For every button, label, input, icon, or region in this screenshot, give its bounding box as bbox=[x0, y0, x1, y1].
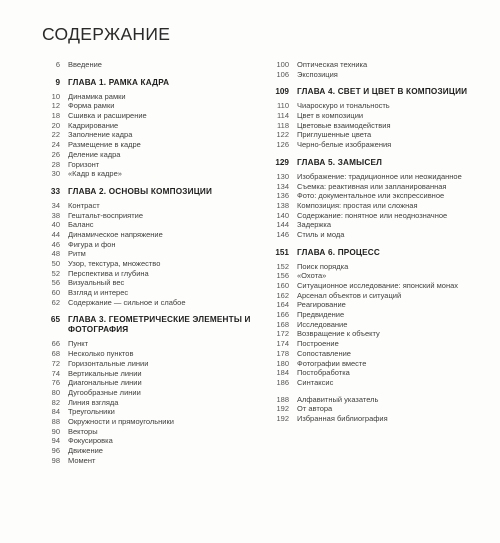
page-number: 56 bbox=[51, 278, 60, 288]
toc-entry bbox=[38, 417, 253, 427]
page-number: 90 bbox=[51, 426, 60, 436]
page-number: 66 bbox=[51, 339, 60, 349]
entry-title: Чиароскуро и тональность bbox=[297, 101, 390, 111]
toc-entry bbox=[38, 150, 253, 160]
page-number: 28 bbox=[51, 159, 60, 169]
entry-title: Взгляд и интерес bbox=[68, 288, 129, 298]
entry-title: Перспектива и глубина bbox=[68, 268, 149, 278]
toc-entry bbox=[38, 101, 253, 111]
toc-entry bbox=[38, 359, 253, 369]
entry-title: Фокусировка bbox=[68, 436, 113, 446]
page-number: 96 bbox=[51, 446, 60, 455]
toc-entry bbox=[267, 130, 482, 140]
page-number: 130 bbox=[276, 171, 289, 181]
page-number: 138 bbox=[276, 200, 289, 210]
entry-title: Изображение: традиционное или неожиданное bbox=[297, 171, 462, 181]
entry-title: Исследование bbox=[297, 319, 348, 329]
page-number: 20 bbox=[51, 120, 60, 130]
entry-title: Приглушенные цвета bbox=[297, 130, 372, 140]
toc-entry bbox=[267, 70, 482, 80]
toc-entry bbox=[267, 281, 482, 291]
toc-entry bbox=[38, 130, 253, 140]
toc-entry bbox=[38, 201, 253, 211]
entry-title: Гештальт-восприятие bbox=[68, 210, 143, 220]
toc-entry bbox=[38, 60, 253, 70]
page-number: 38 bbox=[51, 210, 60, 220]
toc-entry bbox=[267, 182, 482, 192]
toc-chapter-heading bbox=[38, 187, 253, 197]
entry-title: Горизонт bbox=[68, 159, 100, 169]
entry-title: Поиск порядка bbox=[297, 261, 349, 271]
entry-title: Узор, текстура, множество bbox=[68, 259, 161, 268]
page-number: 10 bbox=[51, 91, 60, 101]
page-number: 152 bbox=[276, 261, 289, 271]
entry-title: Несколько пунктов bbox=[68, 349, 134, 359]
page-number: 40 bbox=[51, 220, 60, 230]
entry-title: Контраст bbox=[68, 200, 100, 210]
page-number: 74 bbox=[51, 368, 60, 378]
page-number: 65 bbox=[50, 315, 60, 325]
toc-entry bbox=[38, 456, 253, 466]
page-number: 24 bbox=[51, 140, 60, 150]
toc-entry bbox=[38, 369, 253, 379]
page-number: 52 bbox=[51, 268, 60, 278]
page-number: 62 bbox=[51, 297, 60, 307]
chapter-title: ГЛАВА 6. ПРОЦЕСС bbox=[297, 247, 380, 257]
entry-title: Содержание — сильное и слабое bbox=[68, 297, 186, 307]
toc-entry bbox=[267, 368, 482, 378]
toc-entry bbox=[267, 111, 482, 121]
page-number: 88 bbox=[51, 416, 60, 426]
page-number: 184 bbox=[276, 368, 289, 378]
page-number: 172 bbox=[276, 329, 289, 339]
page-number: 50 bbox=[51, 259, 60, 268]
toc-chapter-heading bbox=[38, 78, 253, 88]
page-number: 166 bbox=[276, 310, 289, 320]
page-number: 6 bbox=[55, 60, 60, 69]
entry-title: Размещение в кадре bbox=[68, 140, 141, 150]
toc-entry bbox=[267, 191, 482, 201]
entry-title: Фотографии вместе bbox=[297, 358, 367, 368]
toc-entry bbox=[267, 320, 482, 330]
entry-title: Съемка: реактивная или запланированная bbox=[297, 181, 447, 191]
page-number: 82 bbox=[51, 397, 60, 407]
page-number: 151 bbox=[275, 247, 289, 257]
page-number: 44 bbox=[51, 229, 60, 239]
entry-title: «Охота» bbox=[297, 271, 327, 281]
entry-title: Момент bbox=[68, 455, 96, 465]
entry-title: Постобработка bbox=[297, 368, 350, 378]
entry-title: Кадрирование bbox=[68, 120, 119, 130]
entry-title: Оптическая техника bbox=[297, 60, 368, 69]
toc-entry bbox=[38, 446, 253, 456]
chapter-title: ГЛАВА 3. ГЕОМЕТРИЧЕСКИЕ ЭЛЕМЕНТЫ И ФОТОГРАФИЯ bbox=[68, 315, 251, 335]
chapter-title: ГЛАВА 4. СВЕТ И ЦВЕТ В КОМПОЗИЦИИ bbox=[297, 87, 468, 97]
page-number: 33 bbox=[50, 186, 60, 196]
entry-title: Предвидение bbox=[297, 310, 345, 320]
entry-title: Алфавитный указатель bbox=[297, 394, 379, 404]
toc-entry bbox=[38, 220, 253, 230]
page-number: 146 bbox=[276, 229, 289, 239]
toc-entry bbox=[38, 230, 253, 240]
chapter-title: ГЛАВА 5. ЗАМЫСЕЛ bbox=[297, 157, 383, 167]
page-number: 46 bbox=[51, 239, 60, 249]
entry-title: Окружности и прямоугольники bbox=[68, 416, 174, 426]
toc-entry bbox=[267, 211, 482, 221]
toc-entry bbox=[38, 169, 253, 179]
page-number: 160 bbox=[276, 281, 289, 290]
page-number: 9 bbox=[55, 77, 60, 87]
page-number: 76 bbox=[51, 378, 60, 388]
toc-entry bbox=[267, 291, 482, 301]
toc-entry bbox=[267, 395, 482, 405]
toc-entry bbox=[38, 249, 253, 259]
entry-title: Ритм bbox=[68, 249, 86, 259]
entry-title: Содержание: понятное или неоднозначное bbox=[297, 210, 448, 220]
page-number: 94 bbox=[51, 436, 60, 446]
toc-entry bbox=[38, 349, 253, 359]
entry-title: Стиль и мода bbox=[297, 229, 345, 239]
entry-title: Экспозиция bbox=[297, 69, 338, 79]
page-number: 129 bbox=[275, 157, 289, 167]
entry-title: «Кадр в кадре» bbox=[68, 169, 122, 179]
entry-title: От автора bbox=[297, 404, 333, 414]
page-number: 162 bbox=[276, 290, 289, 300]
toc-entry bbox=[267, 414, 482, 424]
page-number: 48 bbox=[51, 249, 60, 259]
page-number: 136 bbox=[276, 191, 289, 201]
toc-entry bbox=[267, 310, 482, 320]
entry-title: Сшивка и расширение bbox=[68, 111, 147, 121]
entry-title: Горизонтальные линии bbox=[68, 358, 149, 368]
page-number: 109 bbox=[275, 87, 289, 97]
entry-title: Арсенал объектов и ситуаций bbox=[297, 290, 402, 300]
toc-entry bbox=[267, 359, 482, 369]
entry-title: Деление кадра bbox=[68, 149, 121, 159]
toc-entry bbox=[267, 404, 482, 414]
entry-title: Векторы bbox=[68, 426, 98, 436]
page-number: 60 bbox=[51, 288, 60, 298]
entry-title: Ситуационное исследование: японский монах bbox=[297, 281, 459, 290]
page-number: 80 bbox=[51, 387, 60, 397]
page-number: 192 bbox=[276, 413, 289, 423]
toc-entry bbox=[267, 300, 482, 310]
toc-entry bbox=[38, 259, 253, 269]
toc-entry bbox=[267, 349, 482, 359]
page-number: 156 bbox=[276, 271, 289, 281]
toc-entry bbox=[267, 101, 482, 111]
page-number: 134 bbox=[276, 181, 289, 191]
page-number: 118 bbox=[277, 120, 289, 130]
entry-title: Баланс bbox=[68, 220, 94, 230]
entry-title: Форма рамки bbox=[68, 101, 115, 111]
entry-title: Дугообразные линии bbox=[68, 387, 141, 397]
page-number: 106 bbox=[276, 69, 289, 79]
page-number: 178 bbox=[276, 348, 289, 358]
toc-entry bbox=[38, 111, 253, 121]
page-number: 144 bbox=[276, 220, 289, 230]
toc-entry bbox=[267, 230, 482, 240]
page-number: 114 bbox=[277, 111, 289, 121]
toc-entry bbox=[38, 121, 253, 131]
toc-chapter-heading bbox=[267, 158, 482, 168]
entry-title: Динамическое напряжение bbox=[68, 229, 163, 239]
toc-entry bbox=[38, 288, 253, 298]
entry-title: Задержка bbox=[297, 220, 332, 230]
toc-entry bbox=[38, 388, 253, 398]
toc-entry bbox=[38, 211, 253, 221]
entry-title: Пункт bbox=[68, 339, 89, 349]
entry-title: Диагональные линии bbox=[68, 378, 142, 388]
toc-entry bbox=[38, 92, 253, 102]
entry-title: Цвет в композиции bbox=[297, 111, 364, 121]
toc-entry bbox=[267, 60, 482, 70]
toc-entry bbox=[38, 378, 253, 388]
entry-title: Цветовые взаимодействия bbox=[297, 120, 391, 130]
entry-title: Линия взгляда bbox=[68, 397, 119, 407]
toc-entry bbox=[267, 339, 482, 349]
toc-entry bbox=[38, 427, 253, 437]
toc-entry bbox=[267, 220, 482, 230]
toc-entry bbox=[38, 398, 253, 408]
page-number: 140 bbox=[276, 210, 289, 220]
page-number: 168 bbox=[276, 319, 289, 329]
page-number: 26 bbox=[51, 149, 60, 159]
entry-title: Вертикальные линии bbox=[68, 368, 142, 378]
page-number: 174 bbox=[276, 339, 289, 349]
page-number: 122 bbox=[276, 130, 289, 140]
page-number: 84 bbox=[51, 407, 60, 417]
toc-entry bbox=[38, 407, 253, 417]
page-number: 34 bbox=[51, 200, 60, 210]
entry-title: Фигура и фон bbox=[68, 239, 116, 249]
entry-title: Заполнение кадра bbox=[68, 130, 133, 140]
chapter-title: ГЛАВА 2. ОСНОВЫ КОМПОЗИЦИИ bbox=[68, 186, 213, 196]
page-number: 186 bbox=[276, 377, 289, 387]
entry-title: Композиция: простая или сложная bbox=[297, 200, 418, 210]
toc-chapter-heading bbox=[38, 315, 253, 335]
entry-title: Реагирование bbox=[297, 300, 346, 310]
toc-entry bbox=[38, 240, 253, 250]
toc-entry bbox=[38, 298, 253, 308]
toc-entry bbox=[267, 378, 482, 388]
page-number: 68 bbox=[51, 349, 60, 359]
entry-title: Треугольники bbox=[68, 407, 115, 417]
entry-title: Синтаксис bbox=[297, 377, 334, 387]
toc-entry bbox=[38, 269, 253, 279]
toc-entry bbox=[38, 160, 253, 170]
chapter-title: ГЛАВА 1. РАМКА КАДРА bbox=[68, 77, 170, 87]
toc-chapter-heading bbox=[267, 248, 482, 258]
toc-column-right bbox=[267, 60, 482, 424]
toc-entry bbox=[267, 121, 482, 131]
toc-entry bbox=[38, 436, 253, 446]
page-number: 126 bbox=[276, 140, 289, 150]
entry-title: Визуальный вес bbox=[68, 278, 125, 288]
entry-title: Введение bbox=[68, 60, 102, 69]
entry-title: Фото: документальное или экспрессивное bbox=[297, 191, 445, 201]
toc-entry bbox=[267, 271, 482, 281]
page-number: 22 bbox=[51, 130, 60, 140]
page-number: 72 bbox=[51, 358, 60, 368]
page-number: 180 bbox=[276, 358, 289, 368]
toc-entry bbox=[267, 172, 482, 182]
entry-title: Движение bbox=[68, 446, 103, 455]
entry-title: Динамика рамки bbox=[68, 91, 126, 101]
entry-title: Возвращение к объекту bbox=[297, 329, 380, 339]
entry-title: Сопоставление bbox=[297, 348, 351, 358]
page-number: 18 bbox=[51, 111, 60, 121]
toc-entry bbox=[38, 278, 253, 288]
page-title: СОДЕРЖАНИЕ bbox=[42, 24, 171, 44]
page-number: 192 bbox=[276, 404, 289, 414]
toc-column-left bbox=[38, 60, 253, 465]
entry-title: Черно-белые изображения bbox=[297, 140, 392, 150]
page-number: 164 bbox=[276, 300, 289, 310]
toc-entry bbox=[38, 140, 253, 150]
toc-entry bbox=[38, 339, 253, 349]
toc-entry bbox=[267, 201, 482, 211]
toc-chapter-heading bbox=[267, 87, 482, 97]
page-number: 12 bbox=[51, 101, 60, 111]
page-number: 98 bbox=[51, 455, 60, 465]
toc-entry bbox=[267, 262, 482, 272]
toc-entry bbox=[267, 140, 482, 150]
page-number: 30 bbox=[51, 169, 60, 179]
entry-title: Построение bbox=[297, 339, 339, 349]
toc-entry bbox=[267, 329, 482, 339]
toc-gap bbox=[267, 388, 482, 395]
entry-title: Избранная библиография bbox=[297, 413, 388, 423]
page-number: 110 bbox=[277, 101, 289, 111]
page-number: 100 bbox=[276, 60, 289, 69]
page-number: 188 bbox=[276, 394, 289, 404]
